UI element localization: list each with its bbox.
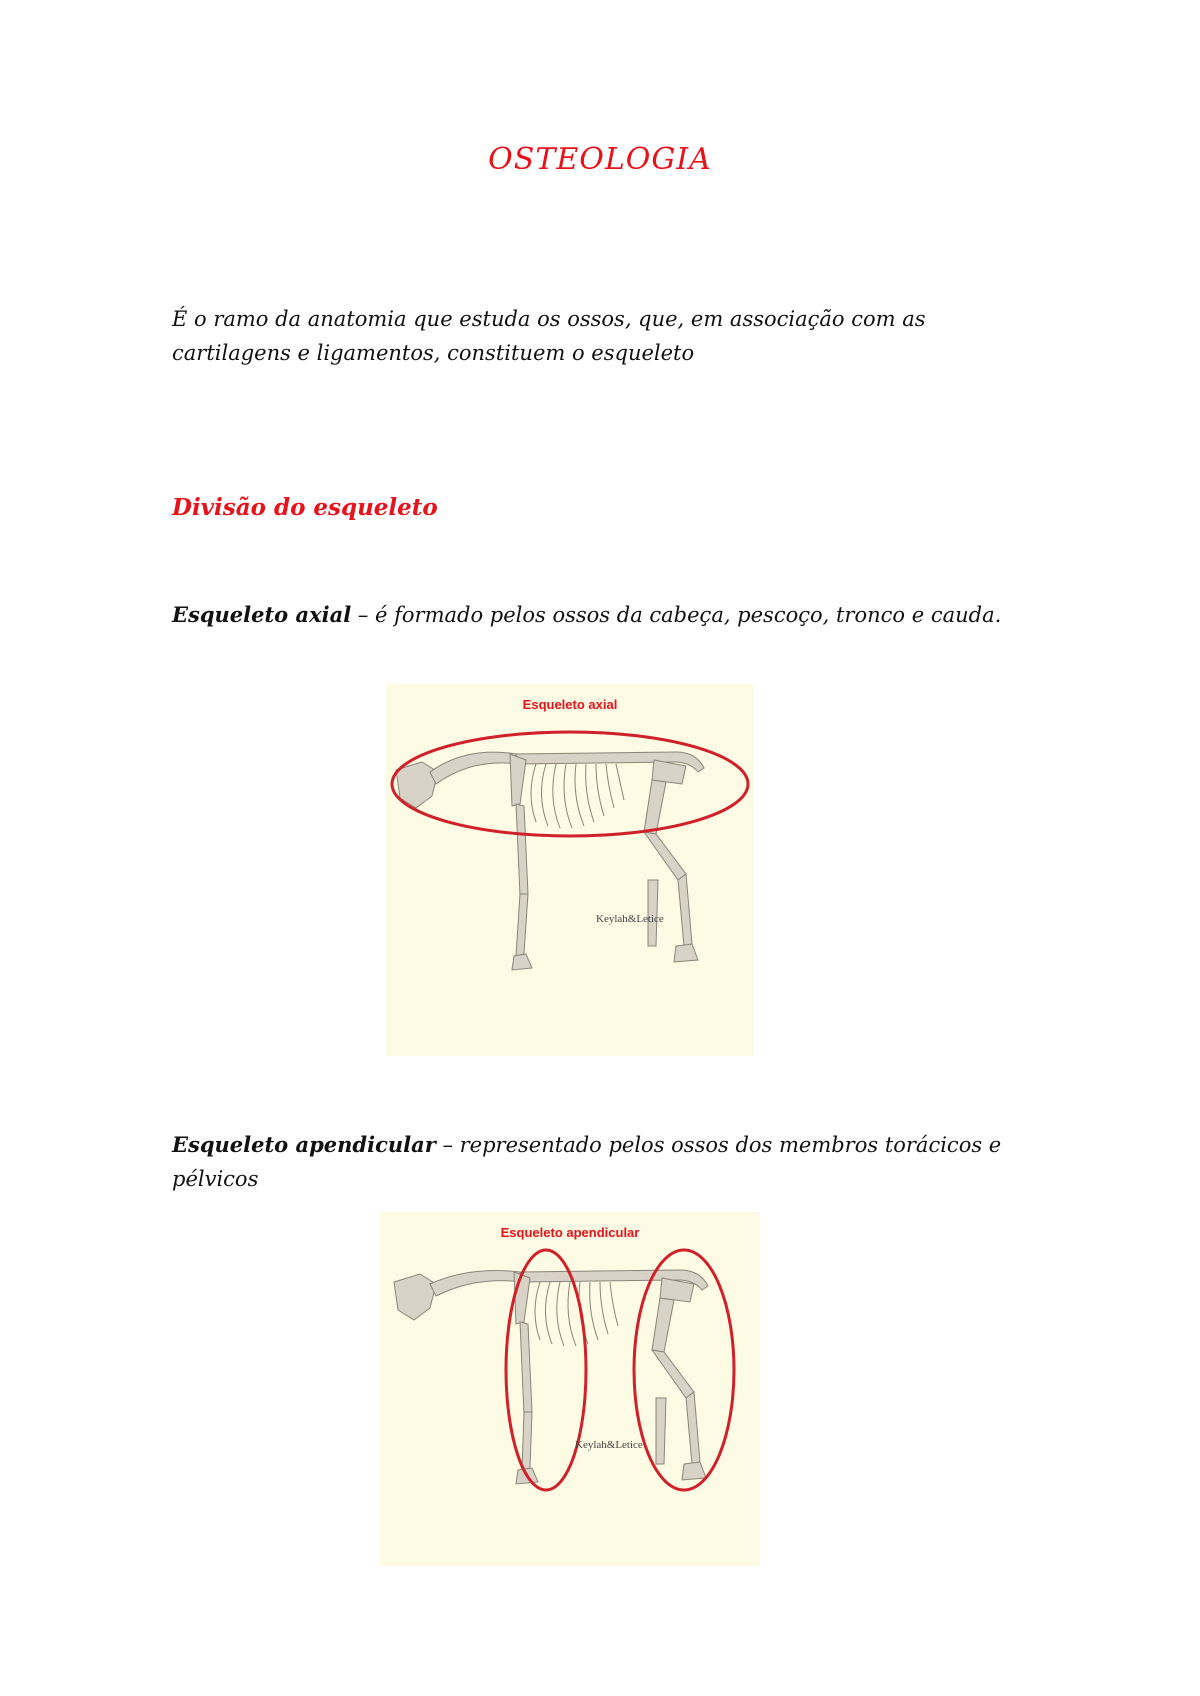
axial-description: – é formado pelos ossos da cabeça, pescoço, tronco e cauda.	[351, 603, 1002, 627]
axial-highlight-ellipse	[392, 732, 748, 836]
appendicular-skeleton-figure	[380, 1212, 760, 1566]
axial-skeleton-figure	[386, 684, 754, 1056]
appendicular-skeleton-illustration	[380, 1212, 760, 1566]
axial-paragraph	[172, 598, 1042, 632]
skeleton-shape	[394, 1270, 708, 1484]
axial-skeleton-illustration	[386, 684, 754, 1056]
figure-credit: Keylah&Letice	[596, 913, 664, 925]
figure-label: Esqueleto apendicular	[500, 1225, 640, 1240]
skeleton-shape	[396, 752, 704, 970]
foreleg-highlight-ellipse	[506, 1250, 586, 1490]
appendicular-term: Esqueleto apendicular	[172, 1132, 436, 1157]
figure-label: Esqueleto axial	[522, 697, 618, 712]
axial-term: Esqueleto axial	[172, 602, 352, 627]
figure-credit: Keylah&Letice	[575, 1439, 643, 1451]
appendicular-description: – representado pelos ossos dos membros torácicos e pélvicos	[172, 1133, 1002, 1191]
page-title: OSTEOLOGIA	[488, 142, 712, 177]
section-heading: Divisão do esqueleto	[172, 494, 438, 521]
appendicular-paragraph	[172, 1128, 1042, 1196]
intro-paragraph: É o ramo da anatomia que estuda os ossos, que, em associação com as cartilagens e ligamentos, constituem o esqueleto	[172, 307, 926, 365]
